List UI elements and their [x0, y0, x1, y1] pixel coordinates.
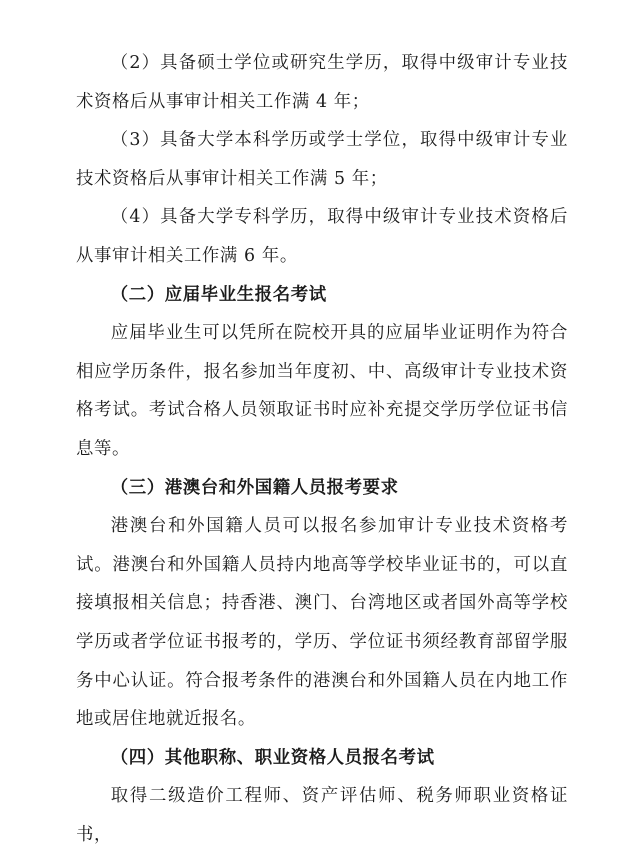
section-heading-4: （四）其他职称、职业资格人员报名考试 [110, 747, 435, 768]
section-body-2: 应届毕业生可以凭所在院校开具的应届毕业证明作为符合相应学历条件，报名参加当年度初、中、高级审计专业技术资格考试。考试合格人员领取证书时应补充提交学历学位证书信息等。 [76, 323, 568, 459]
section-body-3: 港澳台和外国籍人员可以报名参加审计专业技术资格考试。港澳台和外国籍人员持内地高等学校毕业证书的，可以直接填报相关信息；持香港、澳门、台湾地区或者国外高等学校学历或者学位证书报考的，学历、学位证书须经教育部留学服务中心认证。符合报考条件的港澳台和外国籍人员在内地工作地或居住地就近报名。 [76, 516, 568, 730]
section-body-4: 取得二级造价工程师、资产评估师、税务师职业资格证书， [76, 786, 568, 845]
section-heading-2: （二）应届毕业生报名考试 [110, 284, 327, 305]
section-heading-3: （三）港澳台和外国籍人员报考要求 [110, 477, 399, 498]
document-body [76, 44, 568, 854]
paragraph-item-4: （4）具备大学专科学历，取得中级审计专业技术资格后从事审计相关工作满 6 年。 [76, 207, 568, 266]
paragraph-item-3: （3）具备大学本科学历或学士学位，取得中级审计专业技术资格后从事审计相关工作满 5 年； [76, 130, 568, 189]
paragraph-item-2: （2）具备硕士学位或研究生学历，取得中级审计专业技术资格后从事审计相关工作满 4 年； [76, 53, 568, 112]
